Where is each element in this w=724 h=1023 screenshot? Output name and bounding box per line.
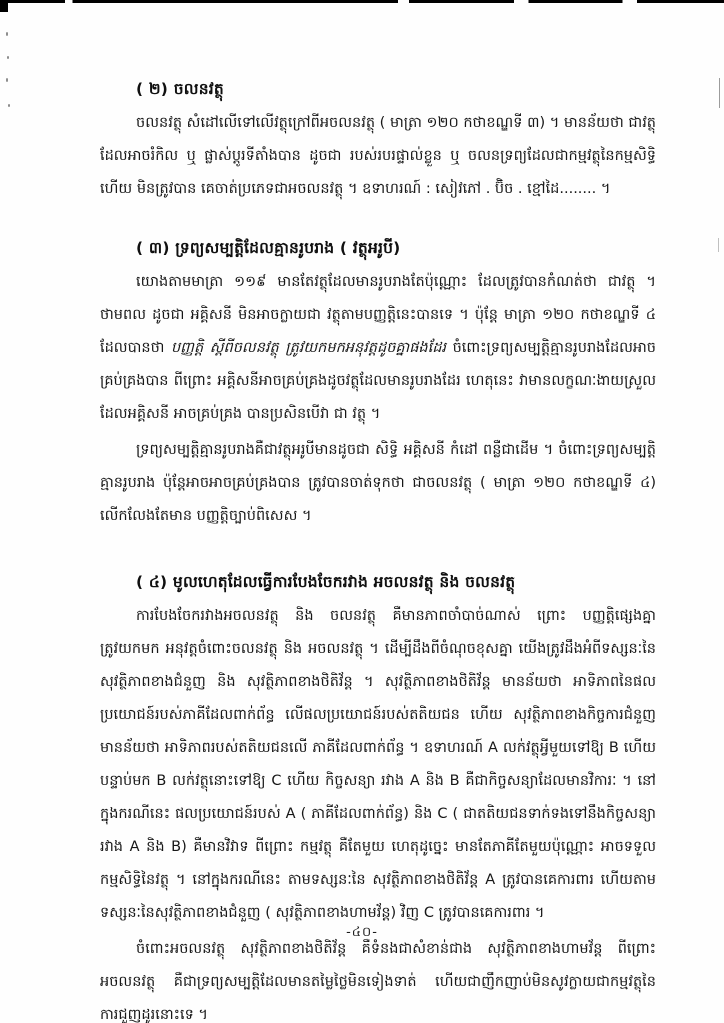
page-body — [100, 74, 656, 1023]
paragraph-text: យោងតាមមាត្រា ១១៩ មានតែវត្ថុដែលមានរូបរាងតែប៉ុណ្ណោះ ដែលត្រូវបានកំណត់ថា ជាវត្ថុ ។ ថាមពល ដូចជា អគ្គិសនី មិនអាចក្លាយជា វត្ថុតាមបញ្ញត្តិនេះបានទេ ។ ប៉ុន្តែ មាត្រា ១២០ កថាខណ្ឌទី ៤ ដែលបានថា — [100, 274, 656, 356]
scan-top-edge-artifact — [0, 0, 724, 3]
scan-speck — [6, 32, 8, 36]
section-heading-intangible-property: ( ៣) ទ្រព្យសម្បត្តិដែលគ្មានរូបរាង ( វត្ថុអរូបី) — [136, 239, 401, 257]
page-number: -៤០- — [346, 925, 378, 940]
section-heading-reason-for-distinction: ( ៤) មូលហេតុដែលធ្វើការបែងចែករវាង អចលនវត្ថុ និង ចលនវត្ថុ — [136, 573, 516, 591]
body-paragraph: ចលនវត្ថុ សំដៅលើទៅលើវត្ថុក្រៅពីអចលនវត្ថុ ( មាត្រា ១២០ កថាខណ្ឌទី ៣) ។ មានន័យថា ជាវត្ថុ ដែលអាចរំកិល ឬ ផ្លាស់ប្ដូរទីតាំងបាន ដូចជា របស់របរផ្ទាល់ខ្លួន ឬ ចលនទ្រព្យដែលជាកម្មវត្ថុនៃកម្មសិទ្ធិ ហើយ មិនត្រូវបាន គេចាត់ប្រភេទជាអចលនវត្ថុ ។ ឧទាហរណ៍ : សៀវភៅ . ប៊ិច . ខ្មៅដៃ........ ។ — [100, 115, 656, 197]
scan-right-edge-artifact — [718, 238, 719, 252]
scan-speck — [6, 78, 8, 82]
body-paragraph: ទ្រព្យសម្បត្តិគ្មានរូបរាងគឺជាវត្ថុអរូបីមានដូចជា សិទ្ធិ អគ្គិសនី កំដៅ ពន្លឺជាដើម ។ ចំពោះទ្រព្យសម្បត្តិ គ្មានរូបរាង ប៉ុន្តែអាចអាចគ្រប់គ្រងបាន ត្រូវបានចាត់ទុកថា ជាចលនវត្ថុ ( មាត្រា ១២០ កថាខណ្ឌទី ៤) លើកលែងតែមាន បញ្ញត្តិច្បាប់ពិសេស ។ — [100, 442, 656, 524]
scan-speck — [7, 56, 9, 59]
spacer — [100, 533, 656, 567]
scan-corner-artifact — [0, 0, 8, 12]
paragraph-text: ចំពោះទ្រព្យសម្បត្តិគ្មានរូបរាងដែលអាចគ្រប់គ្រងបាន ពីព្រោះ អគ្គិសនីអាចគ្រប់គ្រងដូចវត្ថុដែលមានរូបរាងដែរ ហេតុនេះ វាមានលក្ខណៈងាយស្រួលដែលអគ្គិសនី អាចគ្រប់គ្រង បានប្រសិនបើវា ជា វត្ថុ ។ — [100, 340, 656, 422]
section-heading-movable-things: ( ២) ចលនវត្ថុ — [136, 80, 224, 98]
spacer — [100, 206, 656, 233]
body-paragraph — [100, 266, 656, 431]
scan-right-edge-artifact — [719, 78, 720, 108]
body-paragraph: ការបែងចែករវាងអចលនវត្ថុ និង ចលនវត្ថុ គឺមានភាពចាំបាច់ណាស់ ព្រោះ បញ្ញត្តិផ្សេងគ្នា ត្រូវយកមក អនុវត្តចំពោះចលនវត្ថុ និង អចលនវត្ថុ ។ ដើម្បីដឹងពីចំណុចខុសគ្នា យើងត្រូវដឹងអំពីទស្សនៈនៃសុវត្ថិភាពខាងជំនួញ និង សុវត្ថិភាពខាងថិតិវ័ន្ត ។ សុវត្ថិភាពខាងថិតិវ័ន្ត មានន័យថា អាទិភាពនៃផលប្រយោជន៍របស់ភាគីដែលពាក់ព័ន្ធ លើផលប្រយោជន៍របស់តតិយជន ហើយ សុវត្ថិភាពខាងកិច្ចការជំនួញ មានន័យថា អាទិភាពរបស់តតិយជនលើ ភាគីដែលពាក់ព័ន្ធ ។ ឧទាហរណ៍ A លក់វត្ថុអ្វីមួយទៅឱ្យ B ហើយបន្ទាប់មក B លក់វត្ថុនោះទៅឱ្យ C ហើយ កិច្ចសន្យា រវាង A និង B គឺជាកិច្ចសន្យាដែលមានវិការៈ ។ នៅក្នុងករណីនេះ ផលប្រយោជន៍របស់ A ( ភាគីដែលពាក់ព័ន្ធ) និង C ( ជាតតិយជនទាក់ទងទៅនឹងកិច្ចសន្យារវាង A និង B) គឺមានវិវាទ ពីព្រោះ កម្មវត្ថុ គឺតែមួយ ហេតុដូច្នេះ មានតែភាគីតែមួយប៉ុណ្ណោះ អាចទទួលកម្មសិទ្ធិនៃវត្ថុ ។ នៅក្នុងករណីនេះ តាមទស្សនៈនៃ សុវត្ថិភាពខាងថិតិវ័ន្ត A ត្រូវបានគេការពារ ហើយតាមទស្សនៈនៃសុវត្ថិភាពខាងជំនួញ ( សុវត្ថិភាពខាងហាមវ័ន្ត) វិញ C ត្រូវបានគេការពារ ។ — [100, 608, 656, 921]
paragraph-italic-quote: បញ្ញត្តិ ស្ដីពីចលនវត្ថុ ត្រូវយកមកអនុវត្តដូចគ្នាផងដែរ — [170, 340, 447, 356]
body-paragraph: ចំពោះអចលនវត្ថុ សុវត្ថិភាពខាងថិតិវ័ន្ត គឺទំនងជាសំខាន់ជាង សុវត្ថិភាពខាងហាមវ័ន្ត ពីព្រោះ អចលនវត្ថុ គឺជាទ្រព្យសម្បត្តិដែលមានតម្លៃថ្លៃមិនទៀងទាត់ ហើយជាញឹកញាប់មិនសូវក្លាយជាកម្មវត្ថុនៃការជួញដូរនោះទេ ។ — [100, 941, 656, 1023]
scan-speck — [8, 104, 10, 107]
